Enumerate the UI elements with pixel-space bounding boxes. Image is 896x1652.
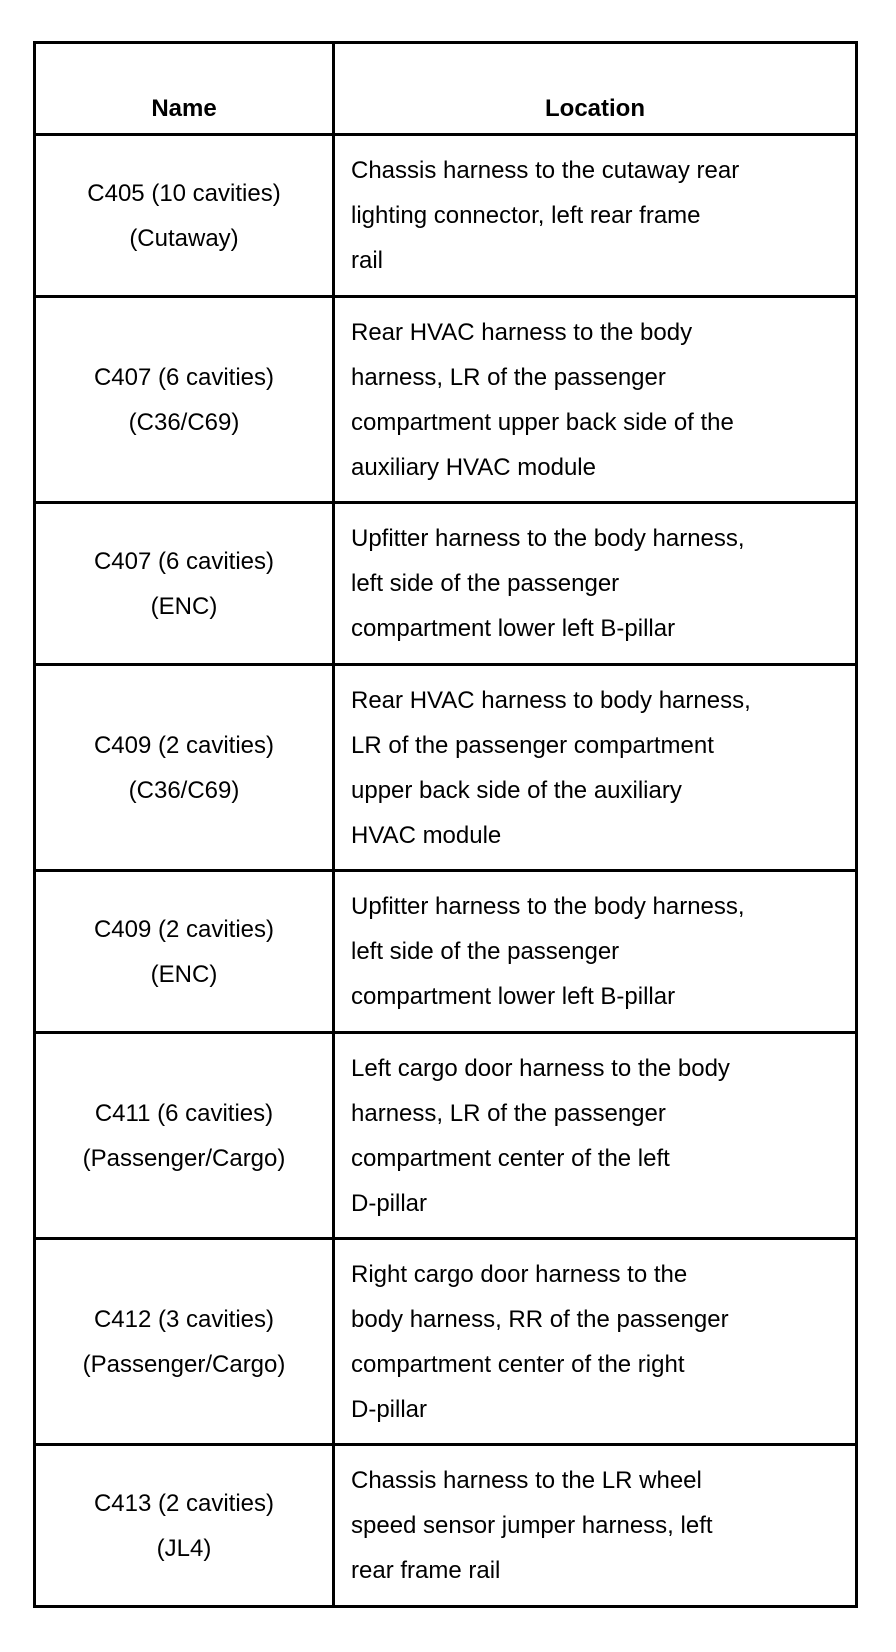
table-row: [35, 1445, 857, 1607]
connector-id: C413 (2 cavities): [93, 1489, 275, 1517]
table-row: [35, 665, 857, 871]
location-text-line: harness, LR of the passenger: [351, 363, 666, 391]
location-text-line: harness, LR of the passenger: [351, 1099, 666, 1127]
connector-id: C409 (2 cavities): [93, 915, 275, 943]
location-text-line: compartment center of the left: [351, 1144, 670, 1172]
connector-location-cell: [334, 1239, 857, 1445]
connector-id: C411 (6 cavities): [94, 1099, 274, 1127]
location-text-line: HVAC module: [351, 821, 502, 849]
connector-variant: (ENC): [150, 960, 218, 988]
connector-location-cell: [334, 665, 857, 871]
table-row: [35, 1033, 857, 1239]
connector-name-cell: [35, 1445, 334, 1607]
location-text-line: compartment upper back side of the: [351, 408, 734, 436]
location-text-line: speed sensor jumper harness, left: [351, 1512, 713, 1539]
location-text-line: left side of the passenger: [351, 938, 620, 965]
location-text-line: Rear HVAC harness to the body: [351, 318, 693, 346]
location-text-line: rear frame rail: [351, 1557, 501, 1584]
connector-variant: (C36/C69): [128, 408, 240, 436]
location-text-line: compartment lower left B-pillar: [351, 983, 676, 1010]
location-text-line: left side of the passenger: [351, 570, 620, 597]
location-text-line: Right cargo door harness to the: [351, 1260, 688, 1288]
connector-variant: (ENC): [150, 592, 218, 620]
connector-id: C405 (10 cavities): [87, 179, 281, 207]
location-text-line: Chassis harness to the cutaway rear: [351, 157, 740, 184]
location-text-line: compartment lower left B-pillar: [351, 615, 676, 642]
connector-location-cell: [334, 1445, 857, 1607]
table-row: [35, 1239, 857, 1445]
connector-name-cell: [35, 1239, 334, 1445]
connector-variant: (Passenger/Cargo): [82, 1350, 286, 1378]
connector-name-cell: [35, 665, 334, 871]
location-text-line: Rear HVAC harness to body harness,: [351, 686, 751, 714]
location-text-line: LR of the passenger compartment: [351, 731, 714, 759]
table-row: [35, 871, 857, 1033]
connector-variant: (C36/C69): [128, 776, 240, 804]
column-header-location: Location: [334, 43, 857, 135]
table-header-row: [35, 43, 857, 135]
connector-location-cell: [334, 503, 857, 665]
location-text-line: upper back side of the auxiliary: [351, 776, 682, 804]
location-text-line: Upfitter harness to the body harness,: [351, 893, 745, 920]
location-text-line: auxiliary HVAC module: [351, 453, 596, 481]
location-text-line: compartment center of the right: [351, 1350, 685, 1378]
connector-id: C407 (6 cavities): [93, 363, 275, 391]
location-text-line: rail: [351, 247, 384, 274]
connector-location-cell: [334, 135, 857, 297]
connector-name-cell: [35, 503, 334, 665]
location-text-line: Chassis harness to the LR wheel: [351, 1467, 702, 1494]
connector-id: C412 (3 cavities): [93, 1305, 275, 1333]
connector-name-cell: [35, 871, 334, 1033]
connector-variant: (Cutaway): [129, 224, 239, 252]
location-text-line: Left cargo door harness to the body: [351, 1054, 730, 1082]
location-text-line: body harness, RR of the passenger: [351, 1305, 729, 1333]
location-text-line: D-pillar: [351, 1395, 428, 1423]
connector-id: C407 (6 cavities): [93, 547, 275, 575]
column-header-name: Name: [35, 43, 334, 135]
connector-location-table: [33, 41, 858, 1608]
connector-name-cell: [35, 135, 334, 297]
table-row: [35, 503, 857, 665]
connector-location-cell: [334, 871, 857, 1033]
connector-name-cell: [35, 1033, 334, 1239]
location-text-line: Upfitter harness to the body harness,: [351, 525, 745, 552]
connector-id: C409 (2 cavities): [93, 731, 275, 759]
connector-variant: (Passenger/Cargo): [82, 1144, 286, 1172]
connector-location-cell: [334, 1033, 857, 1239]
connector-variant: (JL4): [156, 1534, 212, 1562]
location-text-line: D-pillar: [351, 1189, 428, 1217]
location-text-line: lighting connector, left rear frame: [351, 202, 701, 229]
table-row: [35, 297, 857, 503]
connector-location-cell: [334, 297, 857, 503]
table-row: [35, 135, 857, 297]
connector-name-cell: [35, 297, 334, 503]
